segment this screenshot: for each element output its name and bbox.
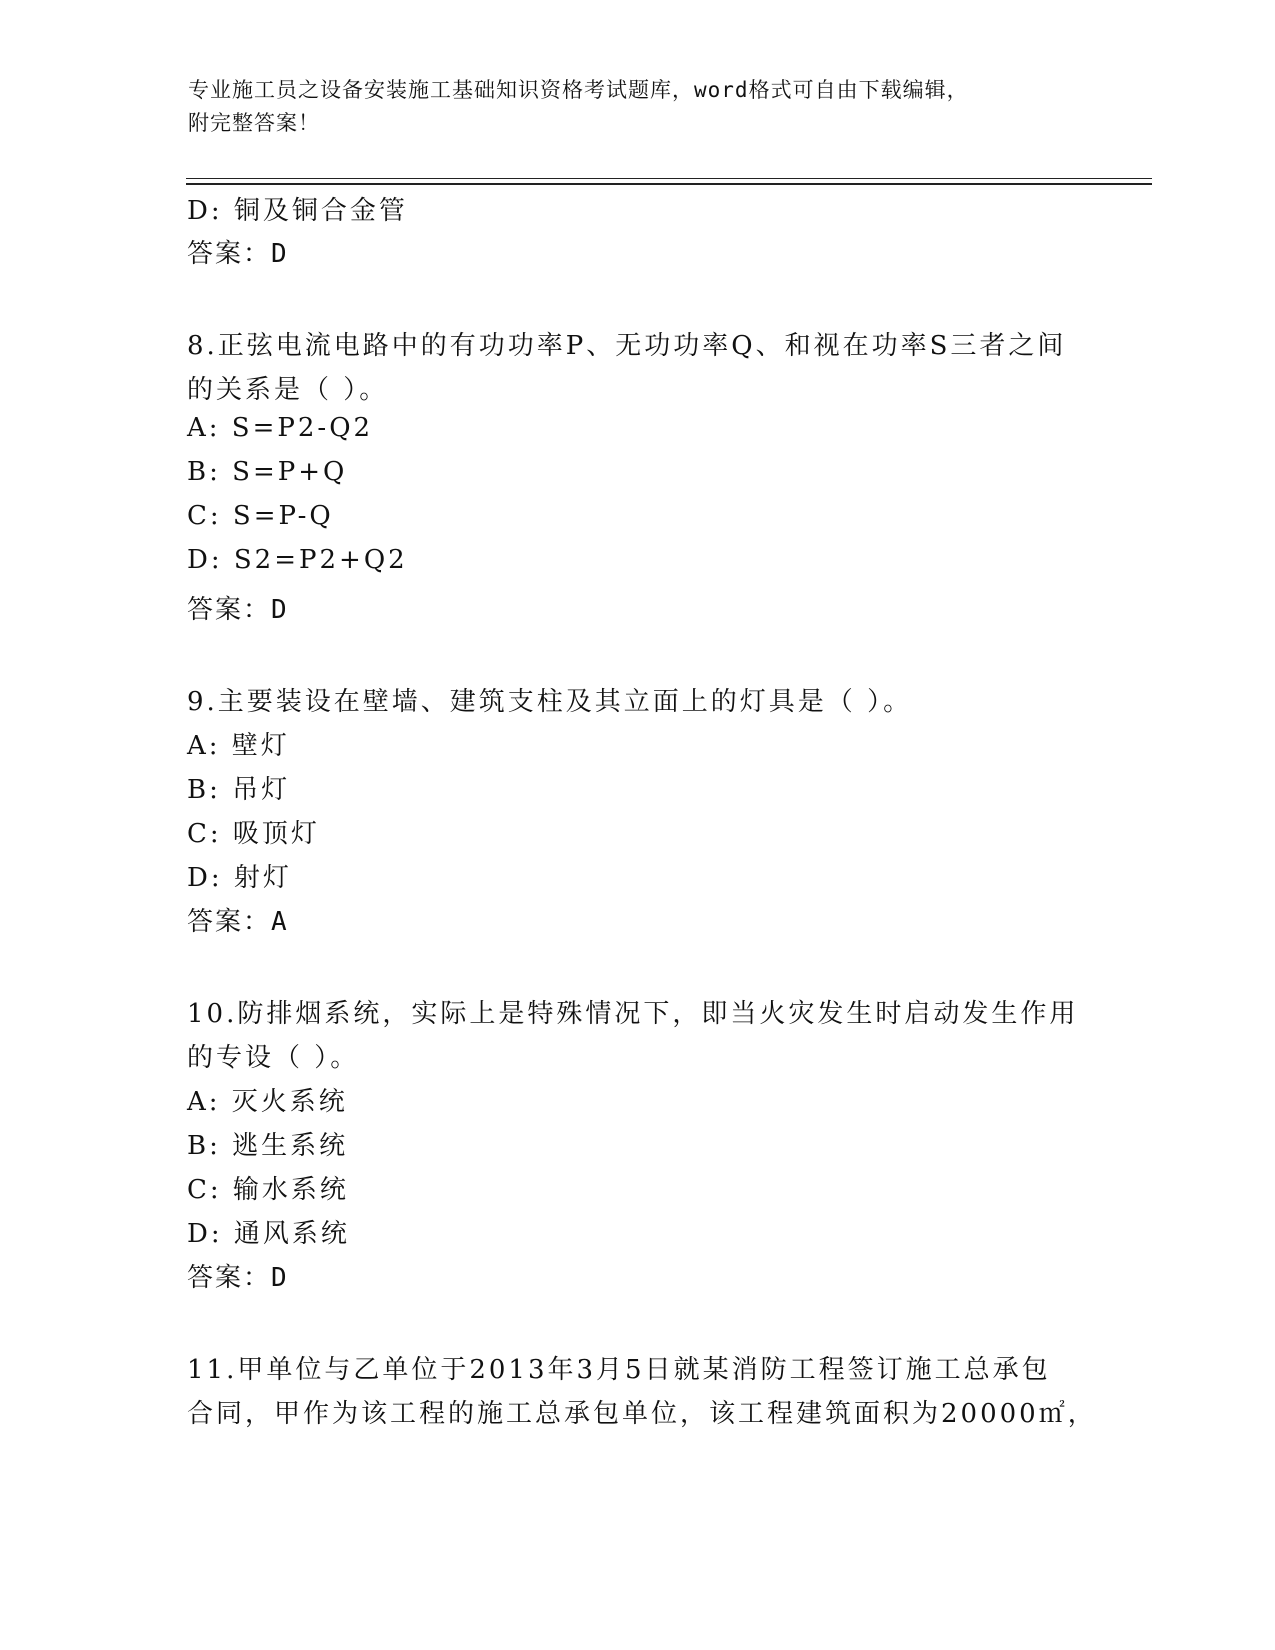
q8-stem-line-1: 8.正弦电流电路中的有功功率P、无功功率Q、和视在功率S三者之间 xyxy=(187,331,1067,361)
q9-answer: 答案：A xyxy=(187,907,289,937)
q10-option-b: B: 逃生系统 xyxy=(187,1131,349,1161)
q11-stem-line-2: 合同，甲作为该工程的施工总承包单位，该工程建筑面积为20000㎡， xyxy=(187,1399,1097,1429)
q10-option-d: D: 通风系统 xyxy=(187,1219,350,1249)
header-line-2: 附完整答案！ xyxy=(188,111,320,135)
q9-option-a: A: 壁灯 xyxy=(187,731,290,761)
header-line-1: 专业施工员之设备安装施工基础知识资格考试题库，word格式可自由下载编辑， xyxy=(188,78,969,102)
q8-option-c: C: S=P-Q xyxy=(187,501,334,531)
q9-stem-line-1: 9.主要装设在壁墙、建筑支柱及其立面上的灯具是（ ）。 xyxy=(187,687,913,717)
q8-stem-line-2: 的关系是（ ）。 xyxy=(187,375,389,405)
q10-stem-line-2: 的专设（ ）。 xyxy=(187,1043,360,1073)
q9-option-d: D: 射灯 xyxy=(187,863,292,893)
q8-option-b: B: S=P+Q xyxy=(187,457,348,487)
document-header xyxy=(188,74,1088,140)
q10-answer: 答案：D xyxy=(187,1263,289,1293)
prev-option-d: D: 铜及铜合金管 xyxy=(187,196,408,226)
header-divider-thick xyxy=(186,183,1152,185)
q10-stem-line-1: 10.防排烟系统，实际上是特殊情况下，即当火灾发生时启动发生作用 xyxy=(187,999,1079,1029)
q9-option-c: C: 吸顶灯 xyxy=(187,819,320,849)
q8-option-a: A: S=P2-Q2 xyxy=(187,413,374,443)
q8-answer: 答案：D xyxy=(187,595,289,625)
q8-option-d: D: S2=P2+Q2 xyxy=(187,545,408,575)
q10-option-a: A: 灭火系统 xyxy=(187,1087,348,1117)
header-divider xyxy=(186,178,1152,179)
q11-stem-line-1: 11.甲单位与乙单位于2013年3月5日就某消防工程签订施工总承包 xyxy=(187,1355,1051,1385)
q9-option-b: B: 吊灯 xyxy=(187,775,291,805)
prev-answer: 答案：D xyxy=(187,239,289,269)
q10-option-c: C: 输水系统 xyxy=(187,1175,349,1205)
